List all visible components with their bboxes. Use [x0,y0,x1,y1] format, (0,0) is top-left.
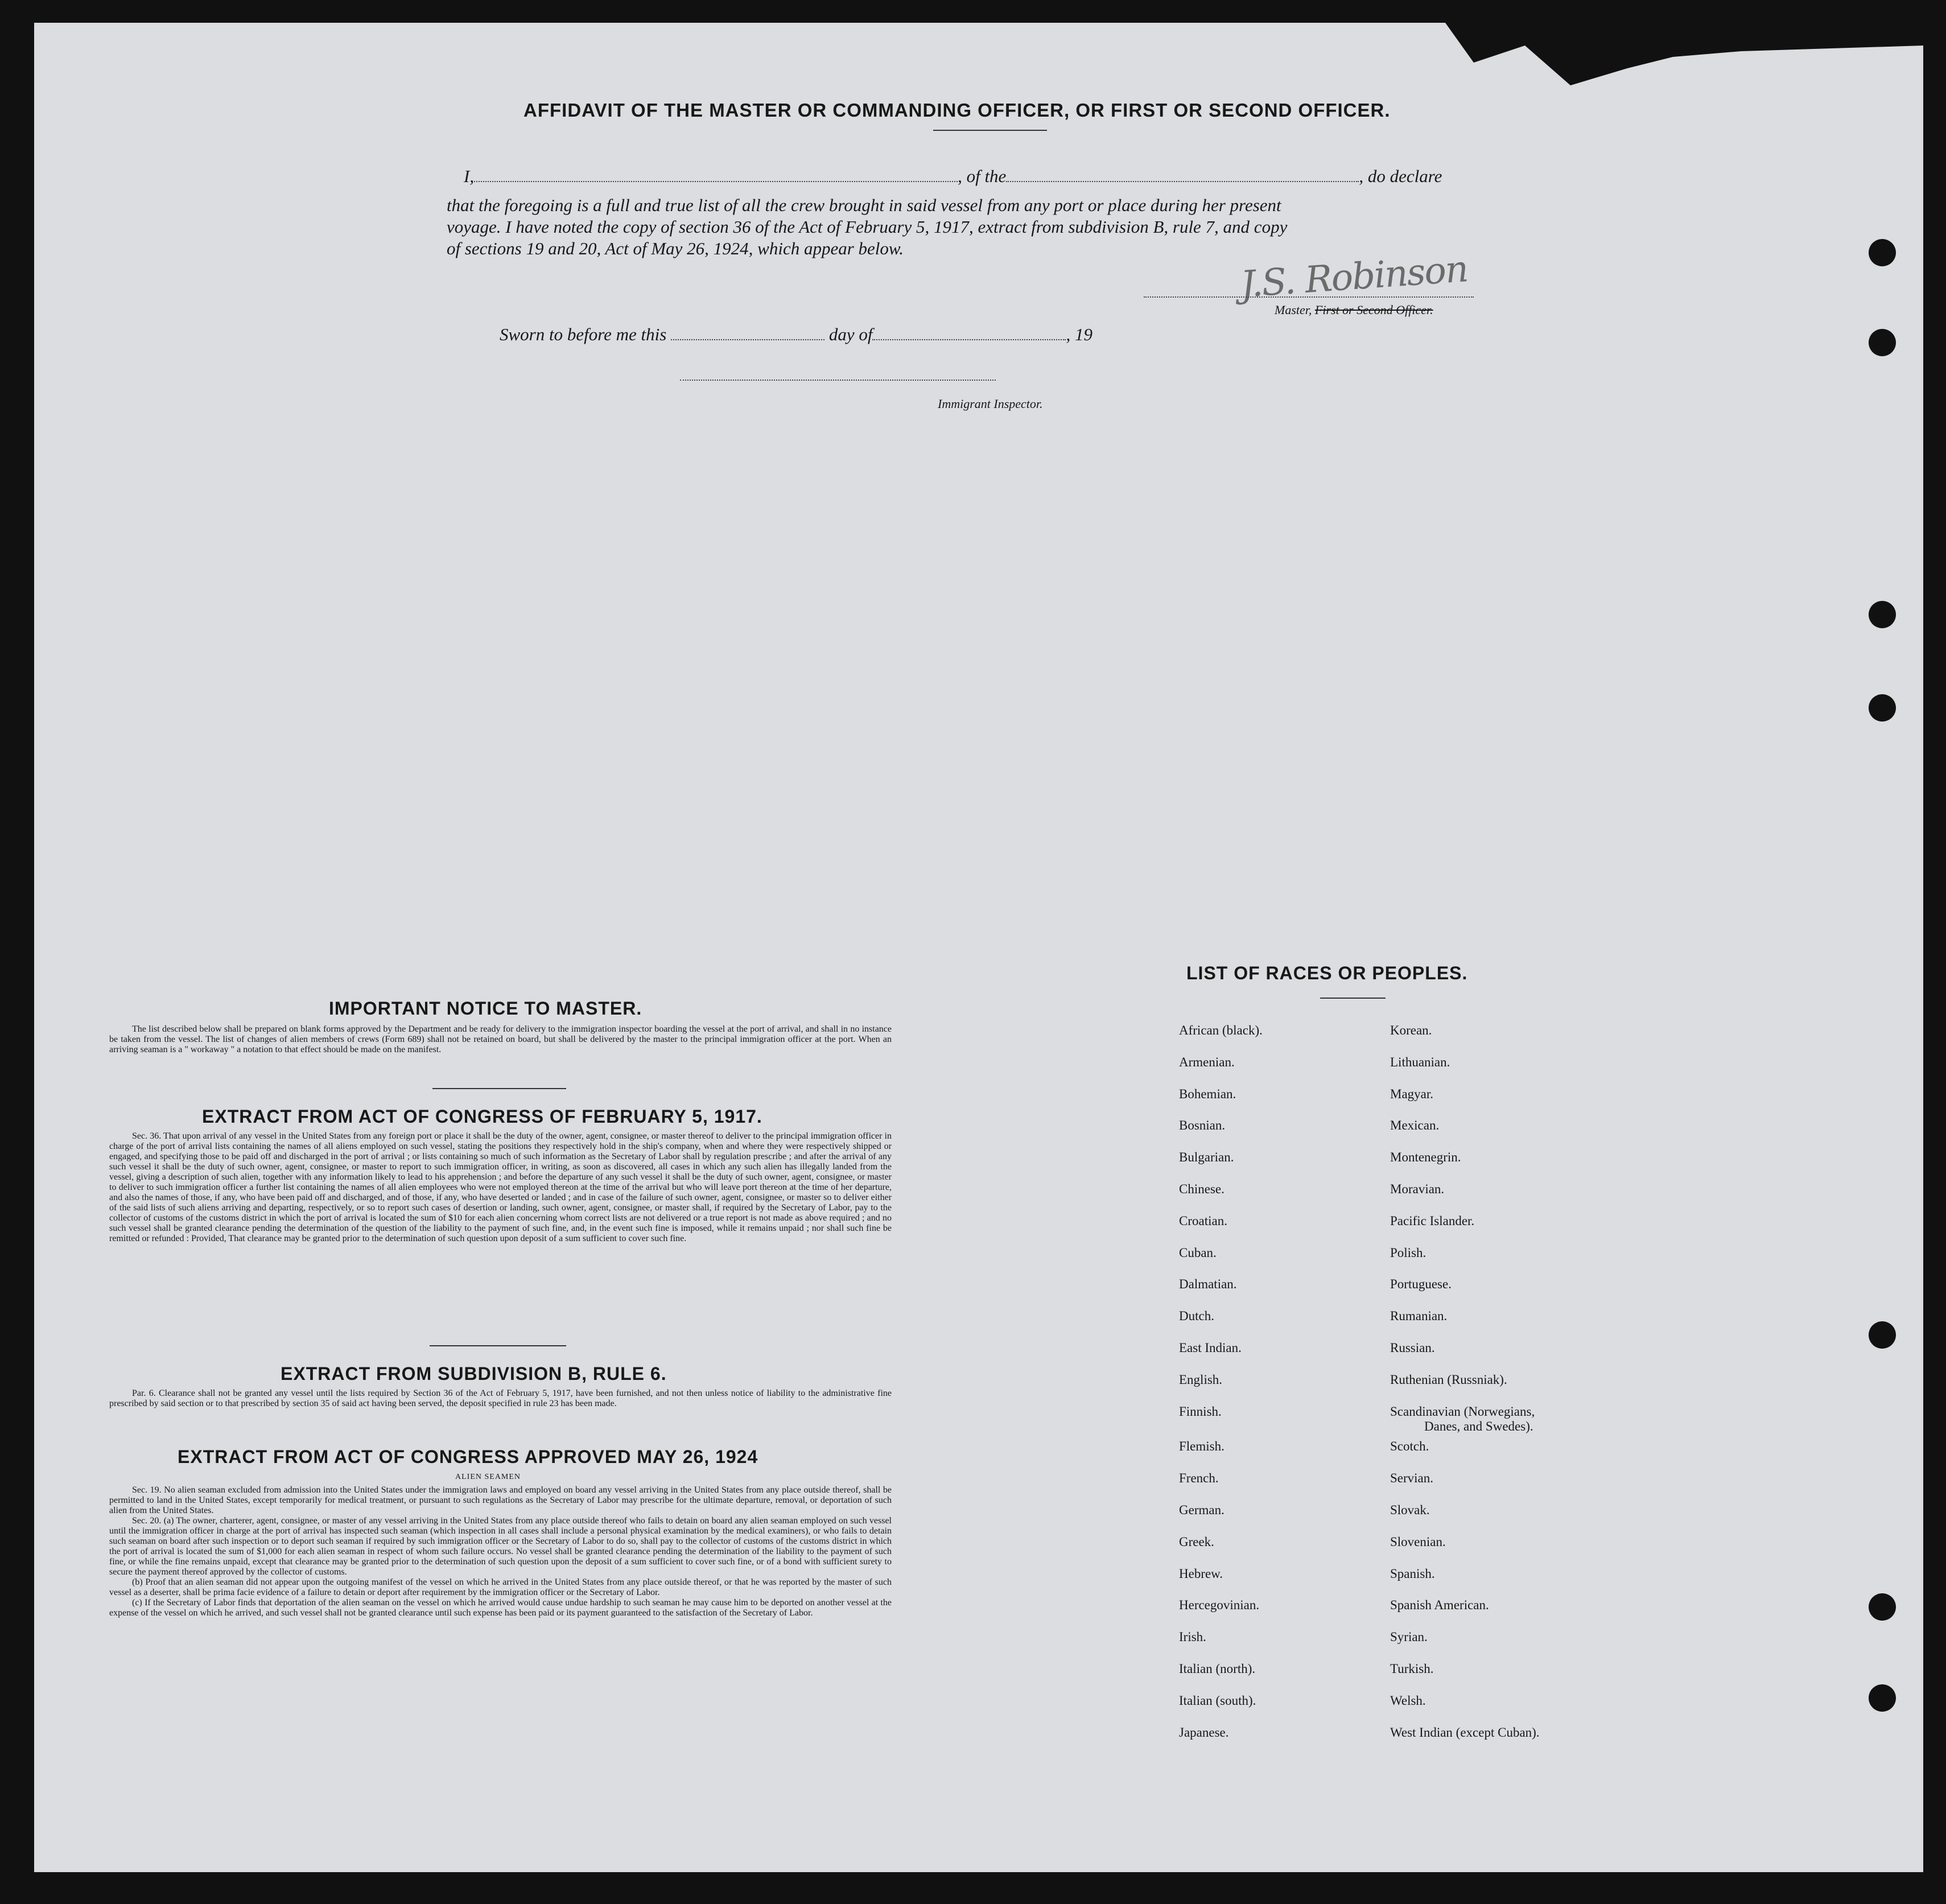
alien-seamen-subtitle: ALIEN SEAMEN [455,1473,521,1481]
race-item: Chinese. [1179,1182,1225,1196]
divider [1320,998,1386,999]
divider [432,1088,566,1089]
race-item-continuation: Danes, and Swedes). [1424,1419,1533,1433]
race-item: African (black). [1179,1023,1263,1037]
race-item: Greek. [1179,1534,1214,1549]
sec36-paragraph: Sec. 36. That upon arrival of any vessel in the United States from any foreign port or place it shall be the duty of the owner, agent, consignee, or master thereof to deliver to the principal immigration officer in charge of the port of arrival lists containing the names of all aliens employed on such vessel, stating the positions they respectively hold in the ship's company, when and where they were respectively shipped or engaged, and specifying those to be paid off and discharged in the port of arrival ; or lists containing so much of such information as the Secretary of Labor shall by regulation prescribe ; and after the arrival of any such vessel it shall be the duty of such owner, agent, consignee, or master to report to such immigration officer, in writing, as soon as discovered, all cases in which any such alien has illegally landed from the vessel, giving a description of such alien, together with any information likely to lead to his apprehension ; and before the departure of any such vessel it shall be the duty of such owner, agent, consignee, or master to deliver to such immigration officer a further list containing the names of all alien employees who were not employed thereon at the time of the arrival but who will leave port thereon at the time of her departure, and also the names of those, if any, who have been paid off and discharged, and of those, if any, who have deserted or landed ; and in case of the failure of such owner, agent, consignee, or master so to deliver either of the said lists of such aliens arriving and departing, respectively, or so to report such cases of desertion or landing, such owner, agent, consignee, or master shall, if required by the Secretary of Labor, pay to the collector of customs of the customs district in which the port of arrival is located the sum of $10 for each alien concerning whom correct lists are not delivered or a true report is not made as above required ; and no such vessel shall be granted clearance pending the determination of the question of the liability to the payment of such fine, and, in the event such fine is imposed, while it remains unpaid ; nor shall such fine be remitted or refunded : Provided, That clearance may be granted prior to the determination of such question upon deposit of a sum sufficient to cover such fine. [109,1131,892,1243]
i-prefix: I, [464,166,475,186]
declaration-line [464,166,1442,187]
race-item: West Indian (except Cuban). [1390,1725,1540,1740]
title-underline [933,130,1047,131]
punch-hole [1869,694,1896,722]
name-blank[interactable] [474,181,958,182]
race-item: French. [1179,1471,1219,1486]
race-item: Lithuanian. [1390,1054,1450,1069]
affidavit-title: AFFIDAVIT OF THE MASTER OR COMMANDING OFFICER, OR FIRST OR SECOND OFFICER. [523,100,1391,121]
race-item: Irish. [1179,1630,1206,1645]
race-item: Bulgarian. [1179,1150,1234,1165]
race-item: Polish. [1390,1245,1426,1260]
race-item: Flemish. [1179,1439,1225,1454]
race-item: Japanese. [1179,1725,1229,1740]
extract-1917-text [109,1131,892,1244]
race-item: Dalmatian. [1179,1277,1237,1292]
race-item: Spanish American. [1390,1598,1489,1613]
race-item: Cuban. [1179,1245,1217,1260]
signature: J.S. Robinson [1239,248,1469,306]
notice-paragraph: The list described below shall be prepared on blank forms approved by the Department and be ready for delivery to the immigration inspector boarding the vessel at the port of arrival, and shall in no instance be taken from the vessel. The list of changes of alien members of crews (Form 689) shall not be retained on board, but shall be delivered by the master to the principal immigration officer at the port. When an arriving seaman is a " workaway " a notation to that effect should be made on the manifest. [109,1024,892,1054]
race-item: Rumanian. [1390,1309,1448,1324]
race-item: Russian. [1390,1341,1435,1355]
punch-hole [1869,1684,1896,1712]
do-declare-label: , do declare [1359,166,1442,186]
race-item: Moravian. [1390,1182,1445,1196]
body-line: that the foregoing is a full and true list of all the crew brought in said vessel from any port or place during her present [447,195,1281,215]
punch-hole [1869,1321,1896,1349]
of-the-label: , of the [958,166,1007,186]
race-item: Syrian. [1390,1630,1428,1645]
day-blank[interactable] [671,339,824,340]
master-label: Master, [1275,303,1312,317]
race-item: Bohemian. [1179,1086,1236,1101]
race-item: Slovak. [1390,1503,1430,1517]
extract-1924-text [109,1485,892,1618]
subdiv-b-text [109,1388,892,1409]
punch-hole [1869,1593,1896,1621]
affidavit-body [447,195,1516,259]
signature-line [1144,296,1474,298]
race-item: Korean. [1390,1023,1432,1037]
subdiv-b-title: EXTRACT FROM SUBDIVISION B, RULE 6. [281,1363,667,1384]
race-item: Dutch. [1179,1309,1214,1324]
race-item: Turkish. [1390,1662,1434,1676]
day-of-label: day of [828,324,873,344]
race-item: Montenegrin. [1390,1150,1461,1165]
notice-text [109,1024,892,1055]
signer-role [1275,303,1433,318]
race-item: German. [1179,1503,1225,1517]
sec20b-paragraph: (b) Proof that an alien seaman did not appear upon the outgoing manifest of the vessel on which he arrived in the United States from any place outside thereof, or that he was reported by the master of such vessel as a deserter, shall be prima facie evidence of a failure to detain or deport after requirement by the immigration officer or the Secretary of Labor. [109,1577,892,1597]
race-item: Italian (south). [1179,1693,1256,1708]
inspector-label: Immigrant Inspector. [938,397,1043,411]
race-item: Pacific Islander. [1390,1213,1475,1228]
punch-hole [1869,601,1896,628]
race-item: Scotch. [1390,1439,1429,1454]
race-item: Croatian. [1179,1213,1227,1228]
race-item: Italian (north). [1179,1662,1256,1676]
race-item: East Indian. [1179,1341,1242,1355]
race-item: Finnish. [1179,1404,1222,1419]
race-item: Spanish. [1390,1566,1435,1581]
extract-1917-title: EXTRACT FROM ACT OF CONGRESS OF FEBRUARY 5, 1917. [202,1106,762,1127]
body-line: voyage. I have noted the copy of section 36 of the Act of February 5, 1917, extract from subdivision B, rule 7, and copy [447,217,1288,237]
month-blank[interactable] [872,339,1066,340]
year-label: , 19 [1066,324,1092,344]
extract-1924-title: EXTRACT FROM ACT OF CONGRESS APPROVED MAY 26, 1924 [178,1446,758,1467]
race-item: Servian. [1390,1471,1434,1486]
race-item: Ruthenian (Russniak). [1390,1372,1507,1387]
races-title: LIST OF RACES OR PEOPLES. [1186,963,1468,983]
race-item: Mexican. [1390,1118,1440,1133]
punch-hole [1869,329,1896,356]
race-item: Bosnian. [1179,1118,1226,1133]
race-item: English. [1179,1372,1223,1387]
sec19-paragraph: Sec. 19. No alien seaman excluded from admission into the United States under the immigration laws and employed on board any vessel arriving in the United States from any place outside thereof, shall be permitted to land in the United States, except temporarily for medical treatment, or pursuant to such regulations as the Secretary of Labor may prescribe for the ultimate departure, removal, or deportation of such alien from the United States. [109,1485,892,1515]
par6-paragraph: Par. 6. Clearance shall not be granted any vessel until the lists required by Section 36 of the Act of February 5, 1917, have been furnished, and not then unless notice of liability to the administrative fine prescribed by said section or to that prescribed by section 35 of said act having been served, the deposit specified in rule 23 has been made. [109,1388,892,1408]
race-item: Hebrew. [1179,1566,1223,1581]
race-item: Welsh. [1390,1693,1426,1708]
struck-officer-label: First or Second Officer. [1314,303,1433,317]
body-line: of sections 19 and 20, Act of May 26, 1924, which appear below. [447,238,904,258]
race-item: Magyar. [1390,1086,1434,1101]
sec20c-paragraph: (c) If the Secretary of Labor finds that deportation of the alien seaman on the vessel on which he arrived would cause undue hardship to such seaman he may cause him to be deported on another vessel at the expense of the vessel on which he arrived, and such vessel shall not be granted clearance until such expense has been paid or its payment guaranteed to the satisfaction of the Secretary of Labor. [109,1598,892,1618]
sworn-label: Sworn to before me this [500,324,667,344]
sworn-line [500,324,1092,345]
divider [430,1345,566,1346]
race-item: Scandinavian (Norwegians, [1390,1404,1535,1419]
inspector-line [680,380,996,381]
race-item: Slovenian. [1390,1534,1446,1549]
vessel-blank[interactable] [1006,181,1359,182]
sec20a-paragraph: Sec. 20. (a) The owner, charterer, agent, consignee, or master of any vessel arriving in the United States from any place outside thereof who fails to detain on board any alien seaman employed on such vessel until the immigration officer in charge at the port of arrival has inspected such seaman (which inspection in all cases shall include a personal physical examination by the medical examiners), or who fails to detain such seaman on board after such inspection or to deport such seaman if required by such immigration officer or the Secretary of Labor to do so, shall pay to the collector of customs of the customs district in which the port of arrival is located the sum of $1,000 for each alien seaman in respect of whom such failure occurs. No vessel shall be granted clearance pending the determination of the liability to the payment of such fine, or while the fine remains unpaid, except that clearance may be granted prior to the determination of such question upon the deposit of a sum sufficient to cover such fine, or of a bond with sufficient surety to secure the payment thereof approved by the collector of customs. [109,1516,892,1577]
notice-title: IMPORTANT NOTICE TO MASTER. [329,998,642,1019]
race-item: Portuguese. [1390,1277,1452,1292]
punch-hole [1869,239,1896,266]
race-item: Armenian. [1179,1054,1235,1069]
race-item: Hercegovinian. [1179,1598,1260,1613]
